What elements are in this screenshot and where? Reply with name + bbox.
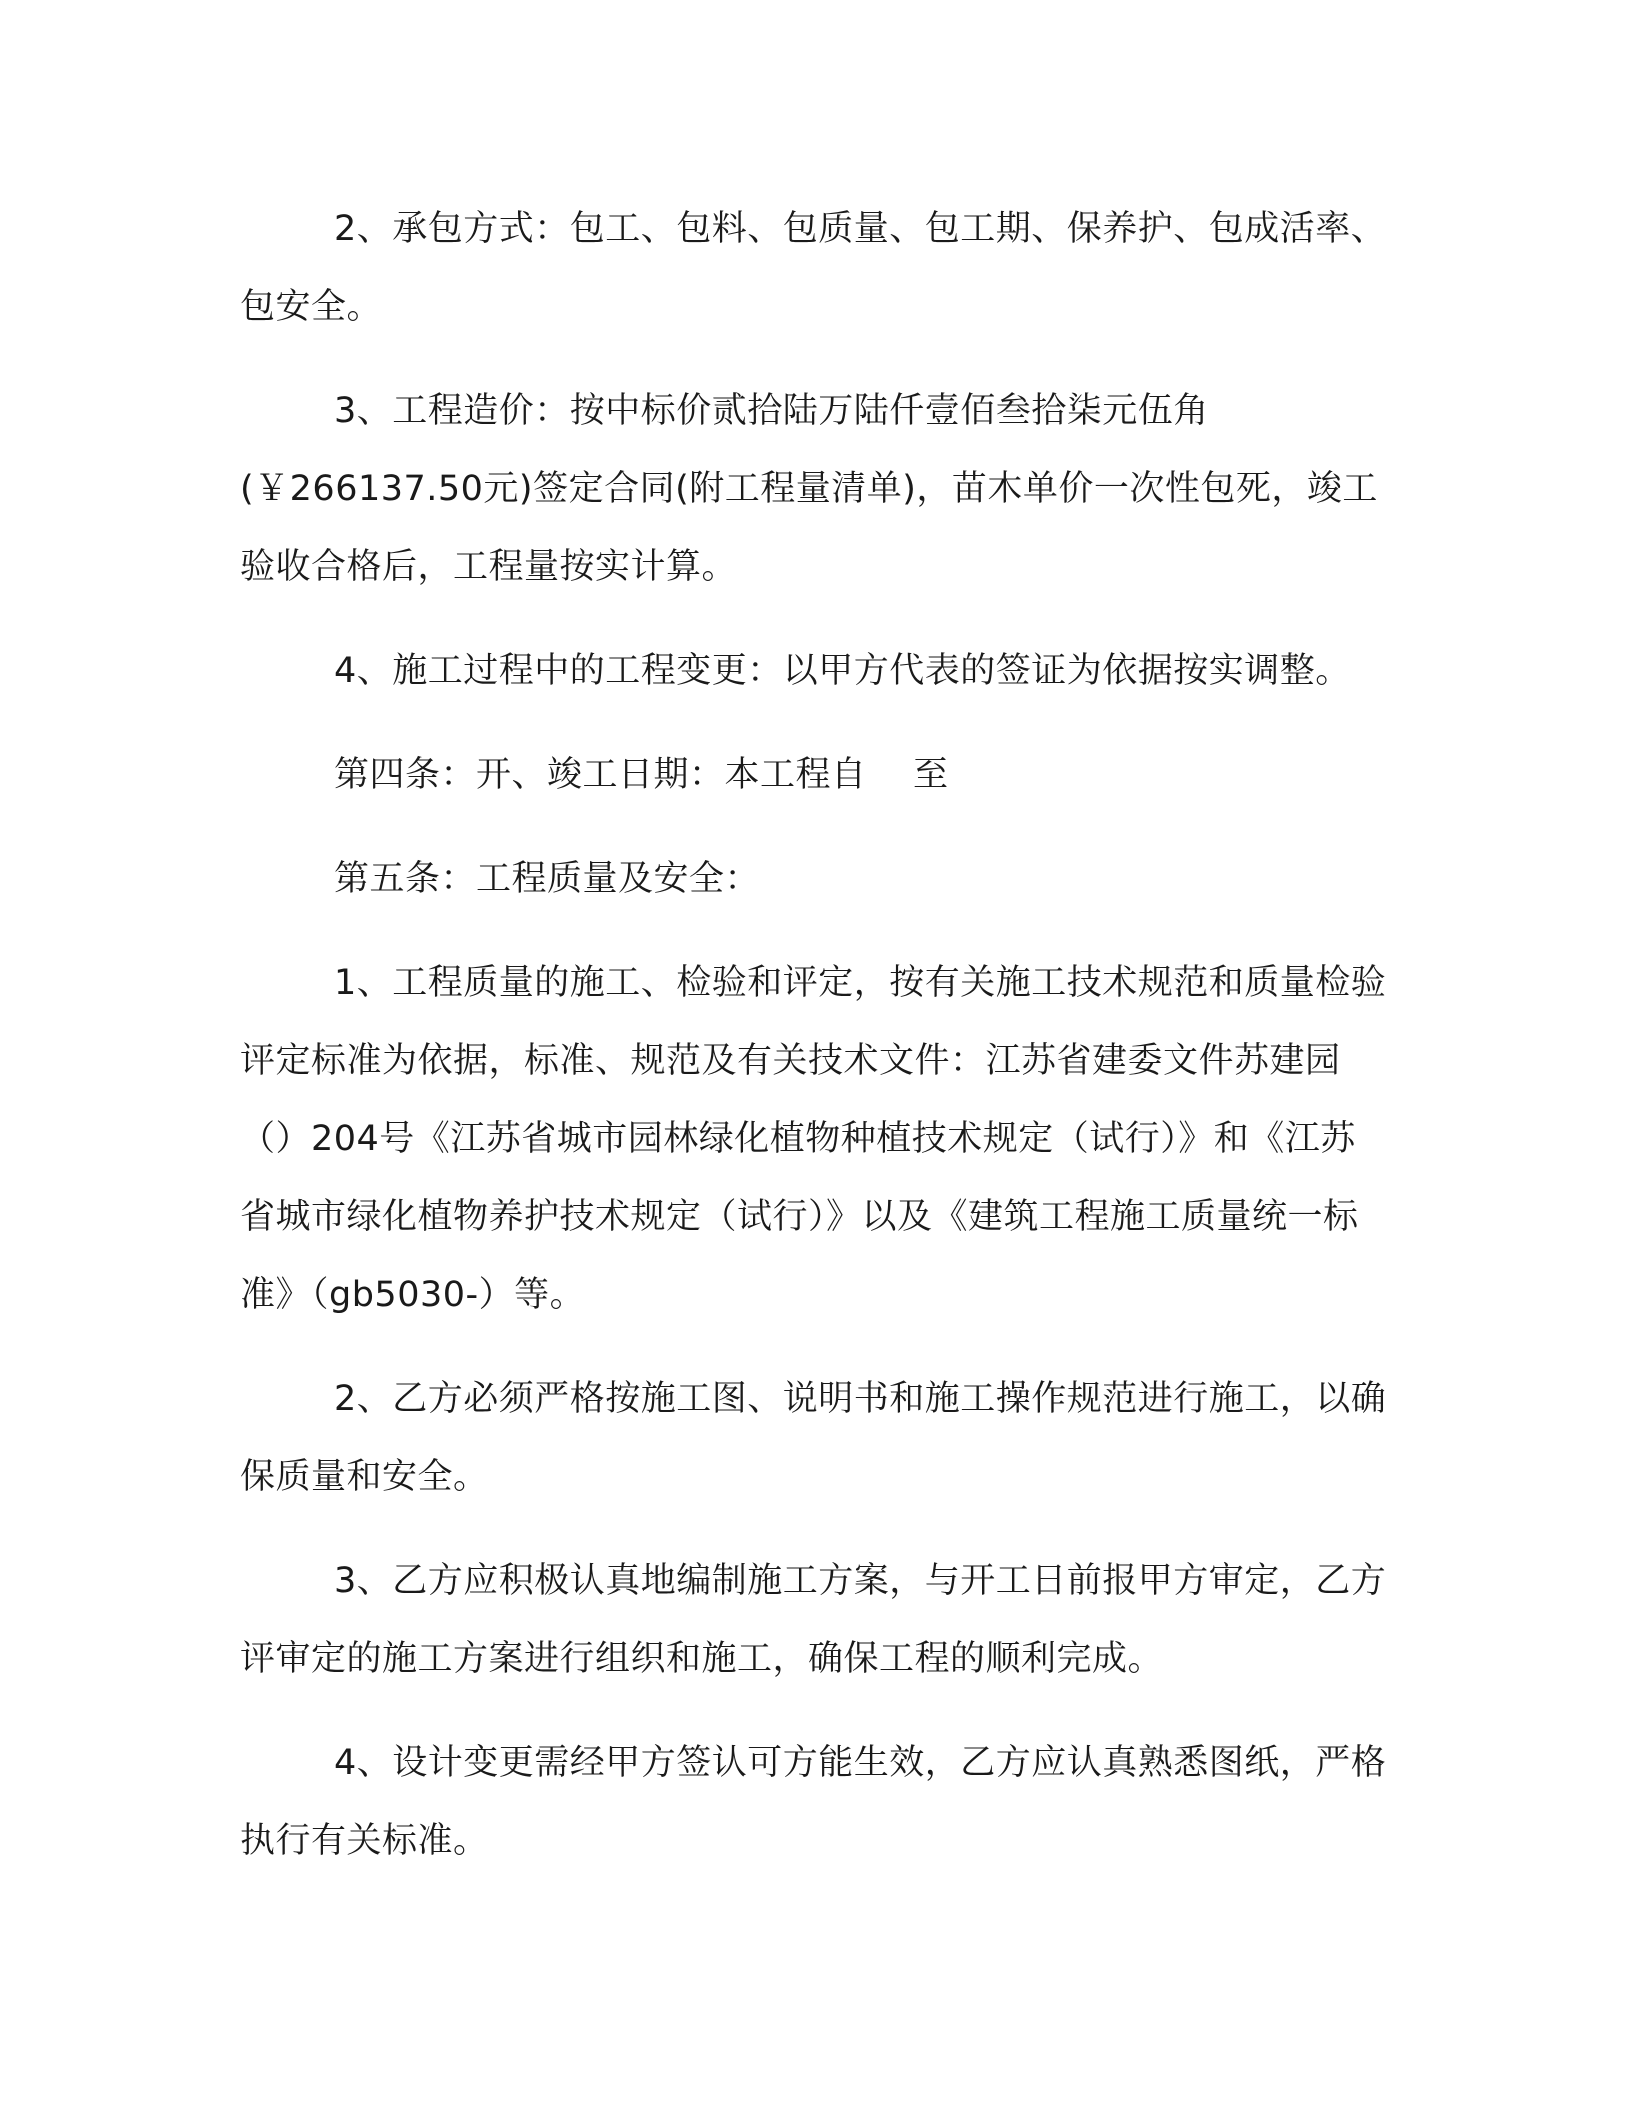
paragraph-article-5-heading: 第五条：工程质量及安全： <box>334 859 761 899</box>
paragraph-quality-standards: 1、工程质量的施工、检验和评定，按有关施工技术规范和质量检验评定标准为依据，标准、规范及有关技术文件：江苏省建委文件苏建园（）204号《江苏省城市园林绿化植物种植技术规定（试行）》和《江苏省城市绿化植物养护技术规定（试行）》以及《建筑工程施工质量统一标准》（gb5030-）等。 <box>240 963 1387 1315</box>
document-page <box>240 190 1390 1906</box>
paragraph-contract-method: 2、承包方式：包工、包料、包质量、包工期、保养护、包成活率、包安全。 <box>240 209 1387 327</box>
paragraph-design-change: 4、设计变更需经甲方签认可方能生效，乙方应认真熟悉图纸，严格执行有关标准。 <box>240 1743 1387 1861</box>
paragraph-change-adjustment: 4、施工过程中的工程变更：以甲方代表的签证为依据按实调整。 <box>334 651 1351 691</box>
paragraph-construction-plan: 3、乙方应积极认真地编制施工方案，与开工日前报甲方审定，乙方评审定的施工方案进行组织和施工，确保工程的顺利完成。 <box>240 1561 1387 1679</box>
paragraph-article-4-dates: 第四条：开、竣工日期：本工程自 至 <box>334 755 949 795</box>
paragraph-construction-compliance: 2、乙方必须严格按施工图、说明书和施工操作规范进行施工，以确保质量和安全。 <box>240 1379 1387 1497</box>
paragraph-project-cost: 3、工程造价：按中标价贰拾陆万陆仟壹佰叁拾柒元伍角(￥266137.50元)签定合同(附工程量清单)，苗木单价一次性包死，竣工验收合格后，工程量按实计算。 <box>240 391 1378 587</box>
